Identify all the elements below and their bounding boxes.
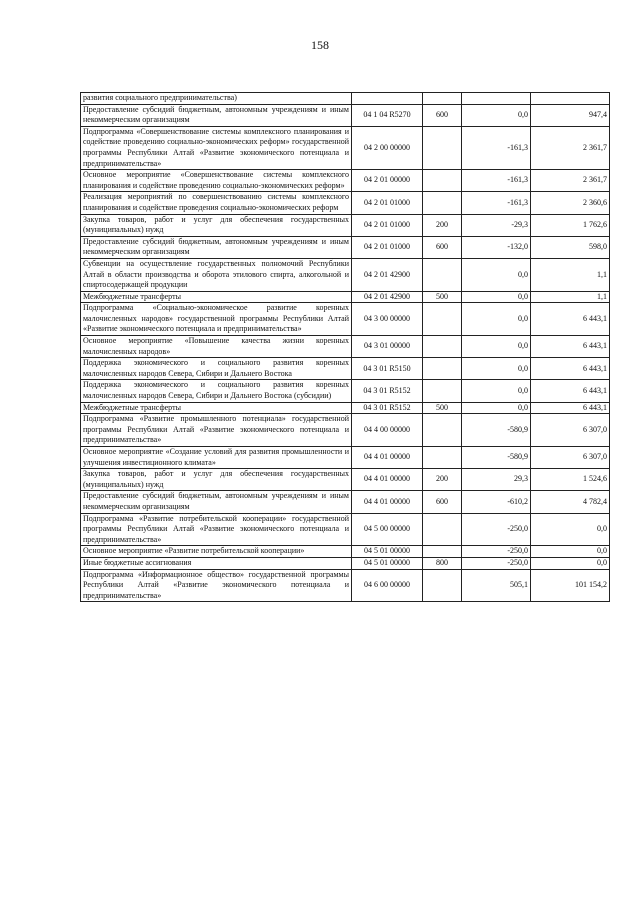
row-total-cell: 6 307,0 (531, 447, 610, 469)
row-name-cell: развития социального предпринимательства) (81, 93, 352, 105)
row-vr-cell: 600 (423, 236, 462, 258)
row-name-cell: Предоставление субсидий бюджетным, автономным учреждениям и иным некоммерческим организациям (81, 236, 352, 258)
row-vr-cell: 200 (423, 469, 462, 491)
row-vr-cell (423, 126, 462, 169)
row-change-cell: -250,0 (462, 513, 531, 546)
row-vr-cell: 600 (423, 104, 462, 126)
row-total-cell: 4 782,4 (531, 491, 610, 513)
row-code-cell: 04 3 00 00000 (352, 303, 423, 336)
row-total-cell: 0,0 (531, 546, 610, 558)
row-change-cell: -610,2 (462, 491, 531, 513)
row-code-cell: 04 2 00 00000 (352, 126, 423, 169)
table-row (81, 303, 610, 336)
table-row (81, 513, 610, 546)
table-row (81, 447, 610, 469)
row-code-cell: 04 5 00 00000 (352, 513, 423, 546)
row-change-cell: -250,0 (462, 557, 531, 569)
row-change-cell: -132,0 (462, 236, 531, 258)
row-code-cell: 04 4 01 00000 (352, 491, 423, 513)
row-code-cell: 04 2 01 42900 (352, 258, 423, 291)
row-name-cell: Основное мероприятие «Совершенствование системы комплексного планирования и содействие проведению социально-экономических реформ» (81, 170, 352, 192)
row-name-cell: Поддержка экономического и социального развития коренных малочисленных народов Севера, Сибири и Дальнего Востока (81, 358, 352, 380)
row-total-cell: 2 360,6 (531, 192, 610, 214)
row-vr-cell (423, 546, 462, 558)
row-change-cell: -161,3 (462, 126, 531, 169)
row-total-cell: 6 443,1 (531, 336, 610, 358)
table-row (81, 358, 610, 380)
table-row (81, 126, 610, 169)
budget-table (80, 92, 610, 602)
row-total-cell: 598,0 (531, 236, 610, 258)
table-row (81, 258, 610, 291)
table-row (81, 414, 610, 447)
row-change-cell: 0,0 (462, 358, 531, 380)
row-change-cell: 29,3 (462, 469, 531, 491)
table-row (81, 336, 610, 358)
row-total-cell (531, 93, 610, 105)
row-code-cell: 04 1 04 R5270 (352, 104, 423, 126)
row-name-cell: Межбюджетные трансферты (81, 291, 352, 303)
row-change-cell: 0,0 (462, 258, 531, 291)
page-number: 158 (311, 38, 329, 52)
table-row (81, 491, 610, 513)
row-change-cell: -161,3 (462, 192, 531, 214)
row-code-cell: 04 6 00 00000 (352, 569, 423, 602)
table-row (81, 214, 610, 236)
row-code-cell: 04 2 01 00000 (352, 170, 423, 192)
row-vr-cell (423, 93, 462, 105)
row-name-cell: Основное мероприятие «Создание условий для развития промышленности и улучшения инвестиционного климата» (81, 447, 352, 469)
row-name-cell: Подпрограмма «Совершенствование системы комплексного планирования и содействие проведению социально-экономических реформ» государственной программы Республики Алтай «Развитие экономического потенциала и предпринимательства» (81, 126, 352, 169)
row-change-cell: -580,9 (462, 414, 531, 447)
row-code-cell: 04 3 01 R5150 (352, 358, 423, 380)
row-change-cell: 0,0 (462, 336, 531, 358)
row-code-cell: 04 5 01 00000 (352, 557, 423, 569)
row-code-cell: 04 2 01 42900 (352, 291, 423, 303)
row-vr-cell (423, 303, 462, 336)
row-code-cell: 04 4 01 00000 (352, 447, 423, 469)
row-vr-cell (423, 447, 462, 469)
row-change-cell: 0,0 (462, 303, 531, 336)
row-change-cell: 0,0 (462, 380, 531, 402)
row-total-cell: 1 524,6 (531, 469, 610, 491)
row-name-cell: Субвенции на осуществление государственных полномочий Республики Алтай в области производства и оборота этилового спирта, алкогольной и спиртосодержащей продукции (81, 258, 352, 291)
row-total-cell: 1,1 (531, 258, 610, 291)
row-total-cell: 1 762,6 (531, 214, 610, 236)
row-total-cell: 0,0 (531, 557, 610, 569)
table-row (81, 170, 610, 192)
table-row (81, 469, 610, 491)
row-name-cell: Подпрограмма «Информационное общество» государственной программы Республики Алтай «Развитие экономического потенциала и предпринимательства» (81, 569, 352, 602)
row-vr-cell (423, 336, 462, 358)
table-row (81, 291, 610, 303)
row-code-cell: 04 5 01 00000 (352, 546, 423, 558)
row-code-cell: 04 3 01 R5152 (352, 380, 423, 402)
table-row (81, 546, 610, 558)
row-code-cell: 04 2 01 01000 (352, 192, 423, 214)
row-vr-cell (423, 358, 462, 380)
row-name-cell: Подпрограмма «Развитие потребительской кооперации» государственной программы Республики Алтай «Развитие экономического потенциала и предпринимательства» (81, 513, 352, 546)
table-row (81, 192, 610, 214)
table-row (81, 236, 610, 258)
row-name-cell: Подпрограмма «Развитие промышленного потенциала» государственной программы Республики Алтай «Развитие экономического потенциала и предпринимательства» (81, 414, 352, 447)
row-vr-cell: 600 (423, 491, 462, 513)
table-row (81, 569, 610, 602)
row-vr-cell: 500 (423, 402, 462, 414)
row-total-cell: 6 443,1 (531, 303, 610, 336)
row-vr-cell: 500 (423, 291, 462, 303)
row-vr-cell (423, 170, 462, 192)
row-name-cell: Межбюджетные трансферты (81, 402, 352, 414)
row-vr-cell (423, 513, 462, 546)
row-name-cell: Закупка товаров, работ и услуг для обеспечения государственных (муниципальных) нужд (81, 214, 352, 236)
table-row (81, 380, 610, 402)
row-name-cell: Закупка товаров, работ и услуг для обеспечения государственных (муниципальных) нужд (81, 469, 352, 491)
row-vr-cell (423, 569, 462, 602)
row-vr-cell (423, 414, 462, 447)
row-name-cell: Основное мероприятие «Развитие потребительской кооперации» (81, 546, 352, 558)
row-total-cell: 101 154,2 (531, 569, 610, 602)
table-row (81, 93, 610, 105)
table-row (81, 104, 610, 126)
row-total-cell: 6 307,0 (531, 414, 610, 447)
row-name-cell: Поддержка экономического и социального развития коренных малочисленных народов Севера, Сибири и Дальнего Востока (субсидии) (81, 380, 352, 402)
row-code-cell: 04 3 01 00000 (352, 336, 423, 358)
row-name-cell: Реализация мероприятий по совершенствованию системы комплексного планирования и содействие проведения социально-экономических реформ (81, 192, 352, 214)
table-row (81, 402, 610, 414)
row-code-cell: 04 2 01 01000 (352, 214, 423, 236)
row-code-cell: 04 4 00 00000 (352, 414, 423, 447)
row-name-cell: Основное мероприятие «Повышение качества жизни коренных малочисленных народов» (81, 336, 352, 358)
row-name-cell: Предоставление субсидий бюджетным, автономным учреждениям и иным некоммерческим организациям (81, 491, 352, 513)
row-total-cell: 0,0 (531, 513, 610, 546)
row-change-cell: -161,3 (462, 170, 531, 192)
row-vr-cell: 800 (423, 557, 462, 569)
row-total-cell: 947,4 (531, 104, 610, 126)
row-change-cell: -580,9 (462, 447, 531, 469)
row-vr-cell: 200 (423, 214, 462, 236)
row-total-cell: 1,1 (531, 291, 610, 303)
row-total-cell: 2 361,7 (531, 126, 610, 169)
row-total-cell: 6 443,1 (531, 380, 610, 402)
row-change-cell: -250,0 (462, 546, 531, 558)
row-change-cell (462, 93, 531, 105)
row-vr-cell (423, 258, 462, 291)
row-change-cell: -29,3 (462, 214, 531, 236)
row-code-cell: 04 4 01 00000 (352, 469, 423, 491)
row-name-cell: Предоставление субсидий бюджетным, автономным учреждениям и иным некоммерческим организациям (81, 104, 352, 126)
row-vr-cell (423, 192, 462, 214)
row-change-cell: 0,0 (462, 104, 531, 126)
row-change-cell: 0,0 (462, 291, 531, 303)
row-change-cell: 505,1 (462, 569, 531, 602)
row-code-cell (352, 93, 423, 105)
row-change-cell: 0,0 (462, 402, 531, 414)
budget-table-body (81, 93, 610, 602)
table-row (81, 557, 610, 569)
row-total-cell: 6 443,1 (531, 402, 610, 414)
row-vr-cell (423, 380, 462, 402)
row-name-cell: Иные бюджетные ассигнования (81, 557, 352, 569)
row-code-cell: 04 3 01 R5152 (352, 402, 423, 414)
row-code-cell: 04 2 01 01000 (352, 236, 423, 258)
row-name-cell: Подпрограмма «Социально-экономическое развитие коренных малочисленных народов» государственной программы Республики Алтай «Развитие экономического потенциала и предпринимательства» (81, 303, 352, 336)
row-total-cell: 2 361,7 (531, 170, 610, 192)
row-total-cell: 6 443,1 (531, 358, 610, 380)
